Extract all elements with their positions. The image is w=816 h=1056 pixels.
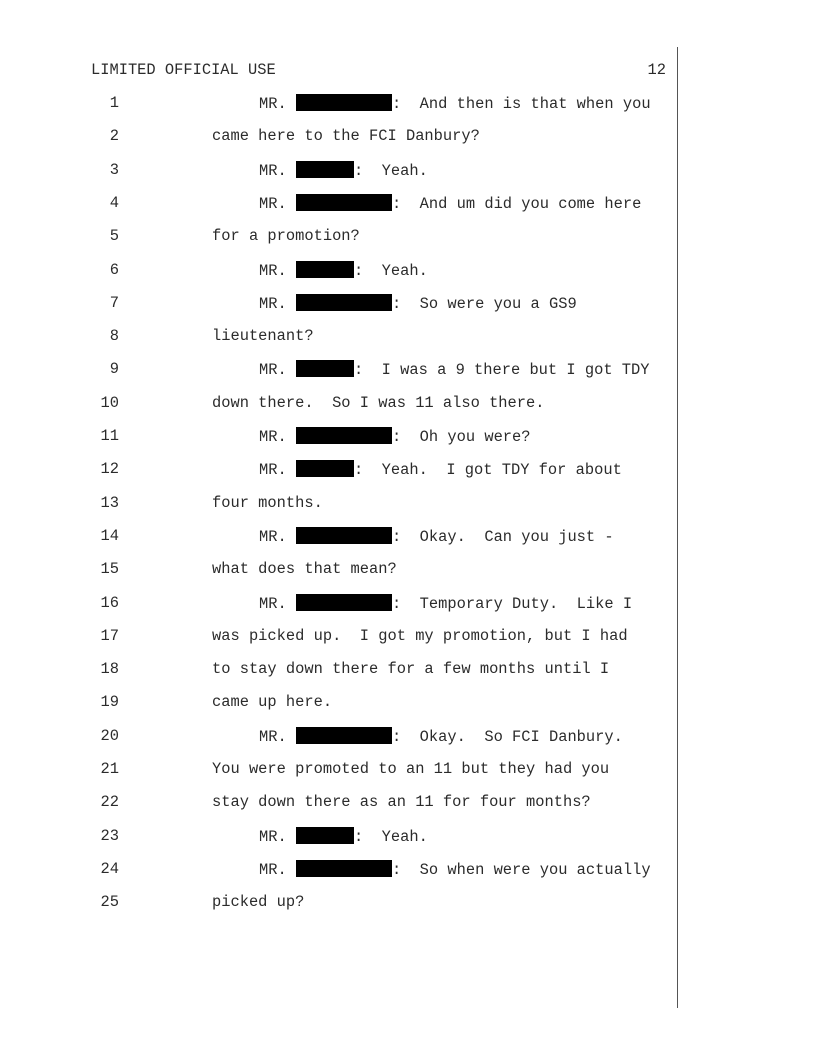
speaker-prefix: MR. [259, 461, 287, 480]
transcript-line [0, 360, 680, 384]
line-number: 4 [109, 193, 119, 212]
line-number: 10 [100, 393, 119, 412]
line-number: 14 [100, 526, 119, 545]
redaction-box [296, 527, 392, 544]
redaction-box [296, 161, 354, 178]
classification-header: LIMITED OFFICIAL USE [91, 61, 276, 79]
line-number: 18 [100, 660, 119, 679]
page-number: 12 [647, 61, 666, 79]
line-number: 15 [100, 560, 119, 579]
utterance-text: : And then is that when you [391, 95, 651, 113]
line-number: 25 [100, 893, 119, 912]
continuation-line: for a promotion? [212, 227, 360, 246]
transcript-line [0, 427, 680, 451]
continuation-line: picked up? [212, 893, 305, 912]
continuation-line: came up here. [212, 693, 333, 712]
transcript-line [0, 860, 680, 884]
line-number: 19 [100, 693, 119, 712]
utterance-text: : So were you a GS9 [391, 294, 577, 313]
speaker-line [259, 594, 632, 613]
speaker-line [259, 427, 531, 446]
speaker-line [259, 94, 651, 113]
speaker-line [259, 727, 623, 746]
transcript-line [0, 893, 680, 917]
transcript-line [0, 294, 680, 318]
transcript-line [0, 560, 680, 584]
redaction-box [296, 827, 354, 844]
speaker-line [259, 360, 650, 379]
speaker-prefix: MR. [259, 527, 287, 546]
transcript-line [0, 727, 680, 751]
transcript-line [0, 827, 680, 851]
transcript-line [0, 793, 680, 817]
redaction-box [296, 727, 392, 744]
continuation-line: to stay down there for a few months until I [212, 660, 610, 679]
transcript-line [0, 261, 680, 285]
continuation-line: lieutenant? [212, 327, 314, 346]
line-number: 2 [109, 127, 119, 146]
line-number: 22 [100, 793, 119, 812]
utterance-text: : Temporary Duty. Like I [391, 594, 633, 613]
line-number: 9 [109, 360, 119, 379]
speaker-line [259, 261, 428, 280]
transcript-line [0, 127, 680, 151]
speaker-line [259, 194, 641, 213]
speaker-prefix: MR. [259, 827, 287, 846]
line-number: 1 [109, 94, 119, 112]
line-number: 6 [109, 260, 119, 279]
redaction-box [296, 94, 392, 111]
speaker-prefix: MR. [259, 727, 287, 746]
redaction-box [296, 294, 392, 311]
line-number: 7 [109, 293, 119, 312]
redaction-box [296, 427, 392, 444]
continuation-line: what does that mean? [212, 560, 397, 579]
transcript-line [0, 760, 680, 784]
redaction-box [296, 194, 392, 211]
utterance-text: : Oh you were? [391, 428, 531, 446]
redaction-box [296, 261, 354, 278]
line-number: 21 [100, 760, 119, 778]
utterance-text: : I was a 9 there but I got TDY [353, 361, 650, 380]
continuation-line: four months. [212, 493, 323, 512]
speaker-prefix: MR. [259, 294, 287, 313]
transcript-line [0, 693, 680, 717]
utterance-text: : Okay. So FCI Danbury. [391, 727, 623, 746]
transcript-line [0, 527, 680, 551]
transcript-line [0, 594, 680, 618]
transcript-line [0, 94, 680, 118]
line-number: 11 [100, 427, 119, 445]
transcript-line [0, 660, 680, 684]
redaction-box [296, 594, 392, 611]
line-number: 12 [100, 460, 119, 479]
transcript-line [0, 627, 680, 651]
line-number: 8 [109, 327, 119, 346]
continuation-line: down there. So I was 11 also there. [212, 393, 545, 412]
speaker-prefix: MR. [259, 594, 287, 613]
line-number: 24 [100, 859, 119, 878]
utterance-text: : And um did you come here [391, 194, 642, 213]
transcript-line [0, 161, 680, 185]
line-number: 20 [100, 726, 119, 745]
utterance-text: : Yeah. [353, 161, 428, 180]
continuation-line: stay down there as an 11 for four months? [212, 793, 591, 812]
speaker-prefix: MR. [259, 261, 287, 280]
utterance-text: : Yeah. [353, 827, 428, 846]
line-number: 16 [100, 593, 119, 612]
line-number: 17 [100, 626, 119, 645]
utterance-text: : So when were you actually [391, 860, 651, 879]
transcript-line [0, 460, 680, 484]
speaker-line [259, 860, 651, 879]
speaker-prefix: MR. [259, 161, 287, 180]
transcript-line [0, 494, 680, 518]
line-number: 23 [100, 826, 119, 845]
redaction-box [296, 860, 392, 877]
speaker-prefix: MR. [259, 361, 287, 380]
line-number: 5 [109, 227, 119, 246]
utterance-text: : Okay. Can you just - [391, 527, 614, 546]
continuation-line: came here to the FCI Danbury? [212, 127, 480, 146]
utterance-text: : Yeah. I got TDY for about [353, 461, 622, 480]
speaker-prefix: MR. [259, 194, 287, 213]
speaker-line [259, 161, 428, 180]
continuation-line: You were promoted to an 11 but they had you [212, 760, 610, 778]
continuation-line: was picked up. I got my promotion, but I had [212, 626, 628, 645]
transcript-line [0, 227, 680, 251]
transcript-line [0, 194, 680, 218]
line-number: 3 [109, 160, 119, 179]
speaker-line [259, 827, 428, 846]
speaker-prefix: MR. [259, 860, 287, 879]
redaction-box [296, 360, 354, 377]
transcript-line [0, 327, 680, 351]
redaction-box [296, 460, 354, 477]
speaker-prefix: MR. [259, 428, 287, 446]
utterance-text: : Yeah. [353, 261, 428, 280]
transcript-line [0, 394, 680, 418]
speaker-line [259, 294, 577, 313]
speaker-prefix: MR. [259, 95, 287, 113]
line-number: 13 [100, 493, 119, 512]
speaker-line [259, 460, 622, 479]
speaker-line [259, 527, 614, 546]
